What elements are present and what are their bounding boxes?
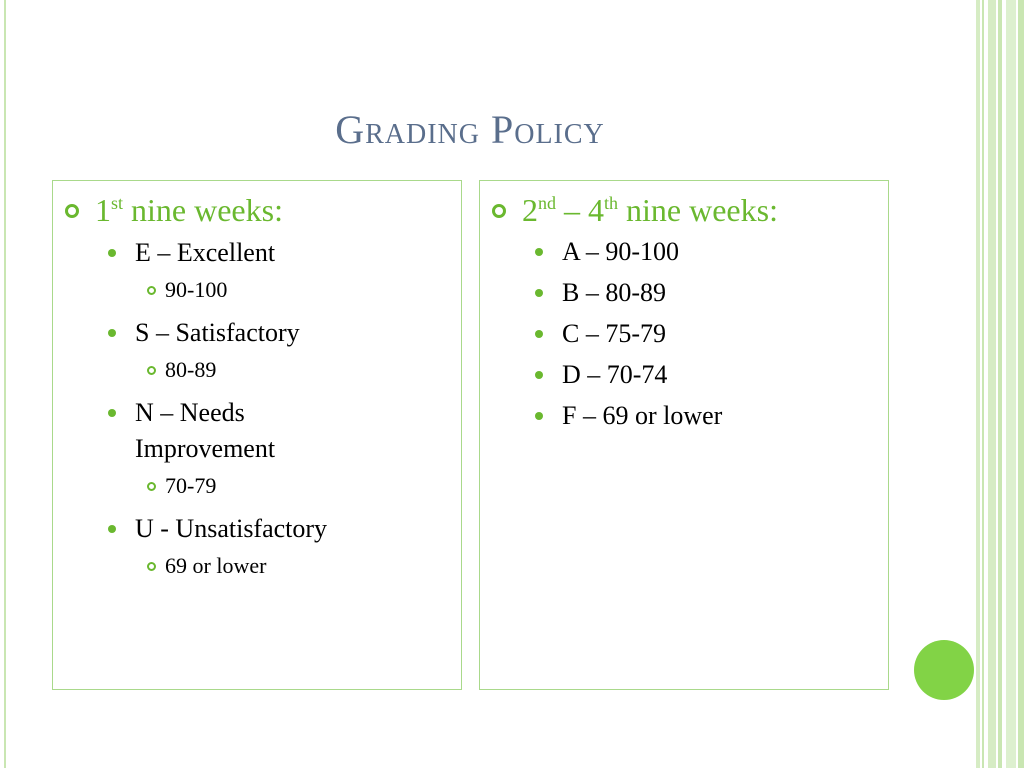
grade-item bbox=[53, 511, 461, 547]
dot-bullet-icon bbox=[535, 289, 543, 297]
grade-label: B – 80-89 bbox=[562, 278, 666, 307]
grade-label: A – 90-100 bbox=[562, 237, 679, 266]
grade-range-text: 69 or lower bbox=[165, 553, 267, 578]
left-heading bbox=[53, 191, 461, 229]
left-content-box bbox=[52, 180, 462, 690]
right-heading-sup1: nd bbox=[538, 193, 556, 213]
right-decorative-stripes bbox=[976, 0, 1024, 768]
grade-range bbox=[53, 551, 461, 581]
grade-range-text: 90-100 bbox=[165, 277, 228, 302]
left-heading-sup: st bbox=[111, 193, 124, 213]
grade-label: E – Excellent bbox=[135, 238, 276, 267]
grade-label: F – 69 or lower bbox=[562, 401, 723, 430]
grade-label: C – 75-79 bbox=[562, 319, 666, 348]
dot-bullet-icon bbox=[108, 525, 116, 533]
grade-range bbox=[53, 355, 461, 385]
grade-item bbox=[53, 315, 461, 351]
grade-item bbox=[480, 357, 888, 393]
grade-label: D – 70-74 bbox=[562, 360, 668, 389]
grade-label: S – Satisfactory bbox=[135, 318, 300, 347]
grade-label: U - Unsatisfactory bbox=[135, 514, 328, 543]
grade-item bbox=[480, 275, 888, 311]
grade-item bbox=[480, 234, 888, 270]
dot-bullet-icon bbox=[535, 371, 543, 379]
ring-bullet-icon bbox=[65, 204, 79, 218]
small-ring-bullet-icon bbox=[147, 366, 156, 375]
grade-item bbox=[53, 395, 461, 467]
dot-bullet-icon bbox=[108, 249, 116, 257]
grade-label: N – Needs Improvement bbox=[135, 398, 276, 463]
right-heading-sup2: th bbox=[604, 193, 619, 213]
small-ring-bullet-icon bbox=[147, 286, 156, 295]
grade-range-text: 80-89 bbox=[165, 357, 217, 382]
small-ring-bullet-icon bbox=[147, 482, 156, 491]
grade-range bbox=[53, 471, 461, 501]
right-content-box bbox=[479, 180, 889, 690]
dot-bullet-icon bbox=[535, 248, 543, 256]
grade-item bbox=[480, 316, 888, 352]
right-heading bbox=[480, 191, 888, 229]
small-ring-bullet-icon bbox=[147, 562, 156, 571]
slide-title: Grading Policy bbox=[335, 107, 605, 152]
decorative-green-circle bbox=[914, 640, 974, 700]
grade-item bbox=[480, 398, 888, 434]
grade-range bbox=[53, 275, 461, 305]
left-heading-num: 1 bbox=[95, 192, 111, 228]
dot-bullet-icon bbox=[535, 330, 543, 338]
right-heading-text: nine weeks: bbox=[618, 192, 778, 228]
left-heading-text: nine weeks: bbox=[123, 192, 283, 228]
grade-range-text: 70-79 bbox=[165, 473, 217, 498]
dot-bullet-icon bbox=[535, 412, 543, 420]
right-heading-num1: 2 bbox=[522, 192, 538, 228]
grade-item bbox=[53, 235, 461, 271]
dot-bullet-icon bbox=[108, 409, 116, 417]
ring-bullet-icon bbox=[492, 204, 506, 218]
right-heading-mid: – 4 bbox=[556, 192, 604, 228]
dot-bullet-icon bbox=[108, 329, 116, 337]
